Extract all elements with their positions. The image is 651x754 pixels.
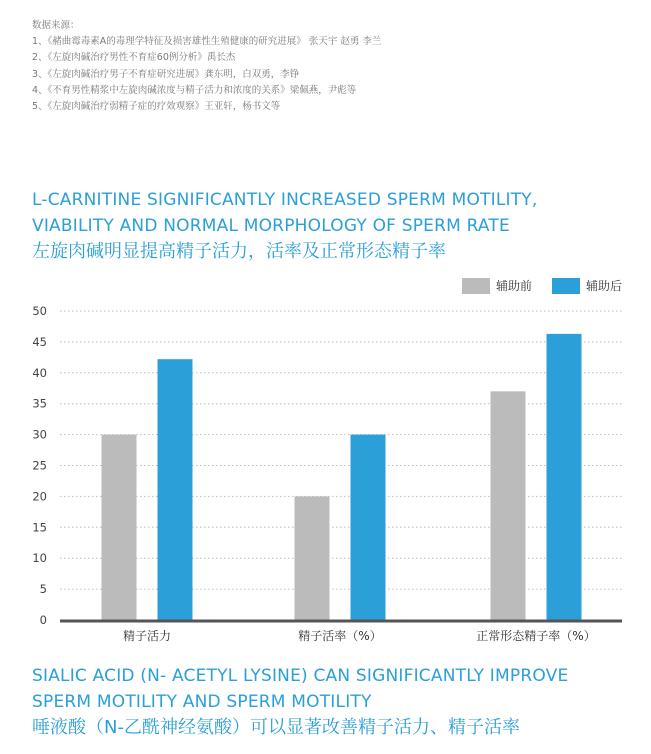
y-tick-label: 5 xyxy=(39,582,47,597)
y-tick-label: 25 xyxy=(32,458,47,473)
bar-chart xyxy=(0,268,651,653)
sources-heading: 数据来源： xyxy=(32,20,80,31)
x-category-label: 精子活力 xyxy=(122,629,172,643)
source-item-3: 3、《左旋肉碱治疗男子不育症研究进展》龚东明，白双勇，李铮 xyxy=(32,68,300,80)
data-sources xyxy=(32,18,632,115)
legend-label-before: 辅助前 xyxy=(496,279,533,293)
y-tick-label: 40 xyxy=(32,365,47,380)
top-title-zh: 左旋肉碱明显提高精子活力，活率及正常形态精子率 xyxy=(32,241,446,262)
bar-after-1 xyxy=(158,359,193,620)
bar-chart-svg xyxy=(0,268,651,653)
bar-after-3 xyxy=(547,334,582,620)
y-tick-label: 20 xyxy=(32,489,47,504)
bar-after-2 xyxy=(351,435,386,620)
y-tick-label: 0 xyxy=(39,613,47,627)
legend-label-after: 辅助后 xyxy=(586,279,623,293)
y-tick-label: 35 xyxy=(32,396,47,411)
bottom-title xyxy=(32,663,568,741)
y-tick-label: 30 xyxy=(32,427,47,442)
top-title-en-line-2: VIABILITY AND NORMAL MORPHOLOGY OF SPERM RATE xyxy=(32,216,510,236)
bottom-title-en-line-1: SIALIC ACID (N- ACETYL LYSINE) CAN SIGNIFICANTLY IMPROVE xyxy=(32,666,569,686)
bottom-title-zh: 唾液酸（N-乙酰神经氨酸）可以显著改善精子活力、精子活率 xyxy=(32,717,520,738)
legend-swatch-before xyxy=(462,278,490,294)
legend-swatch-after xyxy=(552,278,580,294)
source-item-1: 1、《赭曲霉毒素A的毒理学特征及损害雄性生殖健康的研究进展》 张天宇 赵勇 李兰 xyxy=(32,36,382,48)
top-title-en-line-1: L-CARNITINE SIGNIFICANTLY INCREASED SPERM MOTILITY, xyxy=(32,190,538,210)
y-tick-label: 45 xyxy=(32,334,47,349)
bottom-title-en-line-2: SPERM MOTILITY AND SPERM MOTILITY xyxy=(32,692,372,712)
top-title xyxy=(32,187,538,265)
y-tick-label: 15 xyxy=(32,520,47,535)
bar-before-3 xyxy=(491,391,526,620)
source-item-4: 4、《不育男性精浆中左旋肉碱浓度与精子活力和浓度的关系》梁佩燕，尹彪等 xyxy=(32,84,357,96)
y-tick-label: 10 xyxy=(32,551,47,566)
x-category-label: 正常形态精子率（%） xyxy=(476,629,596,643)
bar-before-2 xyxy=(295,496,330,620)
source-item-5: 5、《左旋肉碱治疗弱精子症的疗效观察》王亚轩，杨书文等 xyxy=(32,101,281,113)
x-category-label: 精子活率（%） xyxy=(298,629,382,643)
bar-before-1 xyxy=(102,435,137,620)
source-item-2: 2、《左旋肉碱治疗男性不育症60例分析》禹长杰 xyxy=(32,52,236,64)
y-tick-label: 50 xyxy=(32,304,47,318)
